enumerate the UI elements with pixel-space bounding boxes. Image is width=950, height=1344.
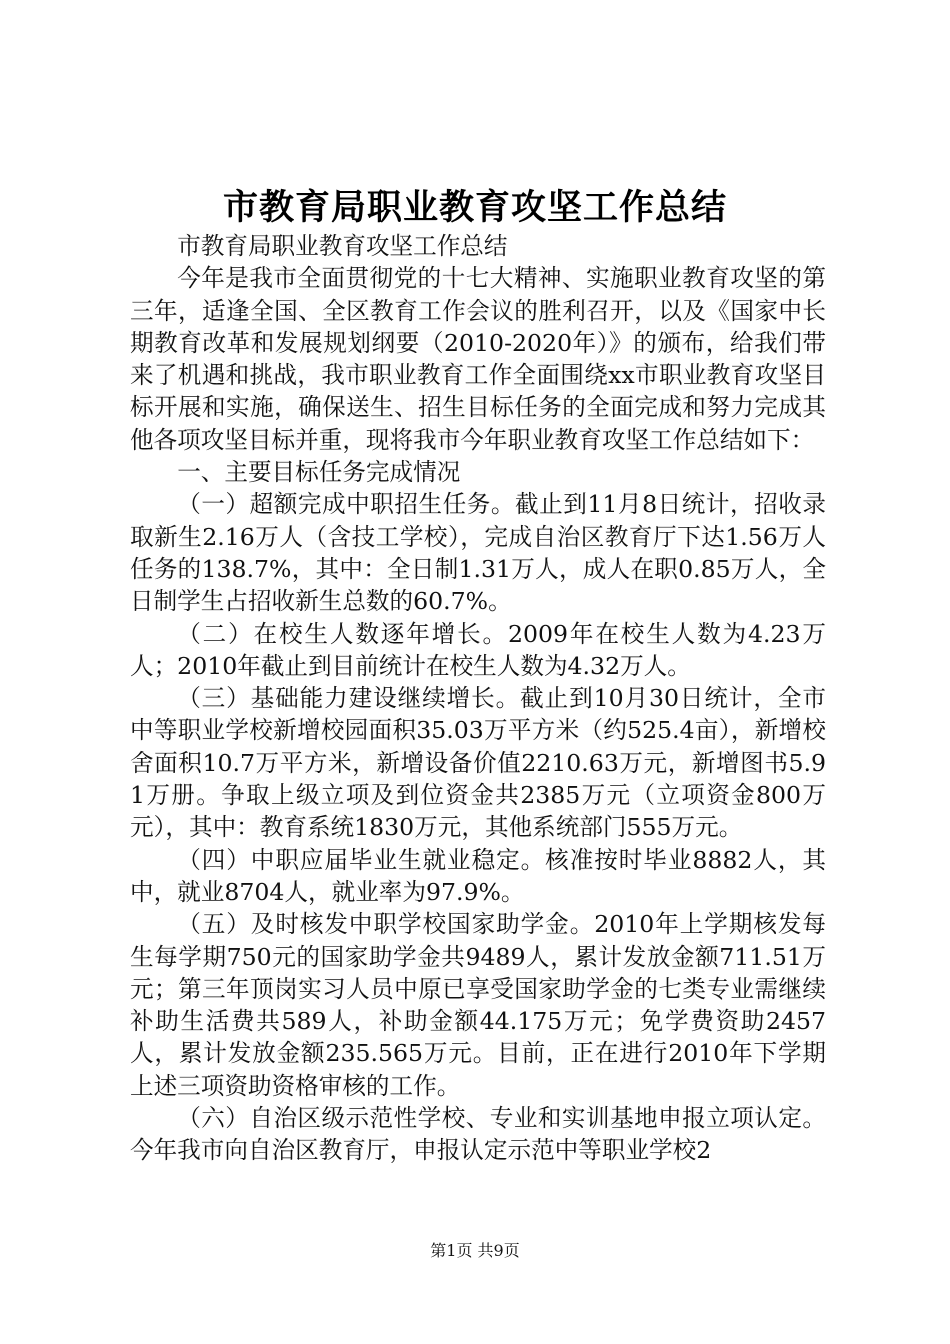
paragraph-item-3: （三）基础能力建设继续增长。截止到10月30日统计，全市中等职业学校新增校园面积35.03万平方米（约525.4亩），新增校舍面积10.7万平方米，新增设备价值2210.63万元，新增图书5.91万册。争取上级立项及到位资金共2385万元（立项资金800万元），其中：教育系统1830万元，其他系统部门555万元。 — [130, 684, 826, 842]
paragraph-item-4: （四）中职应届毕业生就业稳定。核准按时毕业8882人，其中，就业8704人，就业率为97.9%。 — [130, 845, 826, 906]
document-title: 市教育局职业教育攻坚工作总结 — [222, 187, 727, 228]
paragraph-intro: 今年是我市全面贯彻党的十七大精神、实施职业教育攻坚的第三年，适逢全国、全区教育工作会议的胜利召开，以及《国家中长期教育改革和发展规划纲要（2010-2020年）》的颁布，给我们带来了机遇和挑战，我市职业教育工作全面围绕xx市职业教育攻坚目标开展和实施，确保送生、招生目标任务的全面完成和努力完成其他各项攻坚目标并重，现将我市今年职业教育攻坚工作总结如下： — [130, 264, 826, 454]
document-body — [130, 230, 826, 1167]
paragraph-item-1: （一）超额完成中职招生任务。截止到11月8日统计，招收录取新生2.16万人（含技工学校），完成自治区教育厅下达1.56万人任务的138.7%，其中：全日制1.31万人，成人在职0.85万人，全日制学生占招收新生总数的60.7%。 — [130, 490, 826, 616]
paragraph-item-6: （六）自治区级示范性学校、专业和实训基地申报立项认定。今年我市向自治区教育厅，申报认定示范中等职业学校2 — [130, 1104, 826, 1165]
paragraph-item-2: （二）在校生人数逐年增长。2009年在校生人数为4.23万人；2010年截止到目前统计在校生人数为4.32万人。 — [130, 619, 826, 680]
section-heading: 一、主要目标任务完成情况 — [177, 458, 461, 487]
paragraph-subtitle: 市教育局职业教育攻坚工作总结 — [177, 232, 508, 260]
paragraph-item-5: （五）及时核发中职学校国家助学金。2010年上学期核发每生每学期750元的国家助学金共9489人，累计发放金额711.51万元；第三年顶岗实习人员中原已享受国家助学金的七类专业需继续补助生活费共589人，补助金额44.175万元；免学费资助2457人，累计发放金额235.565万元。目前，正在进行2010年下学期上述三项资助资格审核的工作。 — [130, 910, 826, 1100]
page-number-footer: 第1页 共9页 — [430, 1241, 520, 1260]
